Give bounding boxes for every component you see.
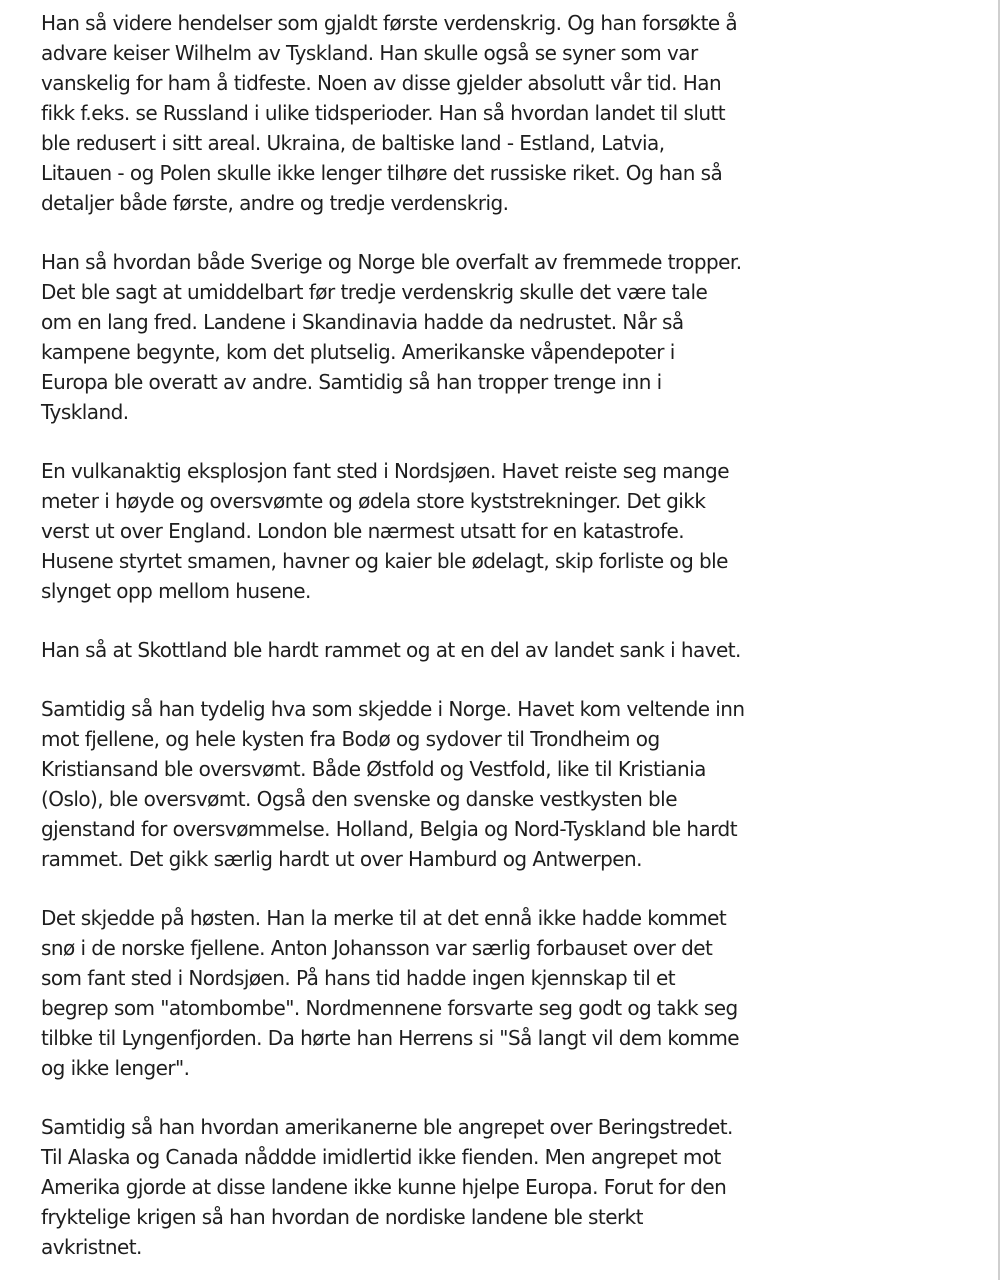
paragraph bbox=[41, 8, 746, 218]
paragraph bbox=[41, 247, 746, 427]
text-line: tilbke til Lyngenfjorden. Da hørte han Herrens si "Så langt vil dem komme bbox=[41, 1026, 740, 1050]
paragraph bbox=[41, 456, 746, 606]
text-line: (Oslo), ble oversvømt. Også den svenske og danske vestkysten ble bbox=[41, 787, 677, 811]
paragraph bbox=[41, 903, 746, 1083]
text-line: mot fjellene, og hele kysten fra Bodø og sydover til Trondheim og bbox=[41, 727, 660, 751]
text-line: Tyskland. bbox=[41, 400, 129, 424]
text-line: som fant sted i Nordsjøen. På hans tid hadde ingen kjennskap til et bbox=[41, 966, 676, 990]
text-line: Samtidig så han tydelig hva som skjedde i Norge. Havet kom veltende inn bbox=[41, 697, 745, 721]
text-line: meter i høyde og oversvømte og ødela store kyststrekninger. Det gikk bbox=[41, 489, 706, 513]
article-body bbox=[41, 8, 746, 1280]
text-line: En vulkanaktig eksplosjon fant sted i Nordsjøen. Havet reiste seg mange bbox=[41, 459, 729, 483]
text-line: Han så hvordan både Sverige og Norge ble overfalt av fremmede tropper. bbox=[41, 250, 742, 274]
text-line: Til Alaska og Canada nåddde imidlertid ikke fienden. Men angrepet mot bbox=[41, 1145, 721, 1169]
text-line: Samtidig så han hvordan amerikanerne ble angrepet over Beringstredet. bbox=[41, 1115, 733, 1139]
text-line: fryktelige krigen så han hvordan de nordiske landene ble sterkt bbox=[41, 1205, 643, 1229]
text-line: vanskelig for ham å tidfeste. Noen av disse gjelder absolutt vår tid. Han bbox=[41, 71, 722, 95]
text-line: slynget opp mellom husene. bbox=[41, 579, 311, 603]
paragraph bbox=[41, 1112, 746, 1262]
paragraph bbox=[41, 635, 746, 665]
text-line: verst ut over England. London ble nærmest utsatt for en katastrofe. bbox=[41, 519, 685, 543]
text-line: Det skjedde på høsten. Han la merke til at det ennå ikke hadde kommet bbox=[41, 906, 727, 930]
text-line: om en lang fred. Landene i Skandinavia hadde da nedrustet. Når så bbox=[41, 310, 684, 334]
text-line: Han så videre hendelser som gjaldt første verdenskrig. Og han forsøkte å bbox=[41, 11, 738, 35]
text-line: Han så at Skottland ble hardt rammet og at en del av landet sank i havet. bbox=[41, 638, 741, 662]
text-line: gjenstand for oversvømmelse. Holland, Belgia og Nord-Tyskland ble hardt bbox=[41, 817, 737, 841]
text-line: fikk f.eks. se Russland i ulike tidsperioder. Han så hvordan landet til slutt bbox=[41, 101, 726, 125]
text-line: Kristiansand ble oversvømt. Både Østfold og Vestfold, like til Kristiania bbox=[41, 757, 706, 781]
text-line: Amerika gjorde at disse landene ikke kunne hjelpe Europa. Forut for den bbox=[41, 1175, 727, 1199]
text-line: detaljer både første, andre og tredje verdenskrig. bbox=[41, 191, 509, 215]
text-line: Husene styrtet smamen, havner og kaier ble ødelagt, skip forliste og ble bbox=[41, 549, 728, 573]
text-line: Det ble sagt at umiddelbart før tredje verdenskrig skulle det være tale bbox=[41, 280, 708, 304]
text-line: ble redusert i sitt areal. Ukraina, de baltiske land - Estland, Latvia, bbox=[41, 131, 665, 155]
text-line: snø i de norske fjellene. Anton Johansson var særlig forbauset over det bbox=[41, 936, 713, 960]
text-line: advare keiser Wilhelm av Tyskland. Han skulle også se syner som var bbox=[41, 41, 698, 65]
text-line: og ikke lenger". bbox=[41, 1056, 190, 1080]
text-line: Europa ble overatt av andre. Samtidig så han tropper trenge inn i bbox=[41, 370, 662, 394]
paragraph bbox=[41, 694, 746, 874]
text-line: begrep som "atombombe". Nordmennene forsvarte seg godt og takk seg bbox=[41, 996, 738, 1020]
text-line: rammet. Det gikk særlig hardt ut over Hamburd og Antwerpen. bbox=[41, 847, 642, 871]
text-line: Litauen - og Polen skulle ikke lenger tilhøre det russiske riket. Og han så bbox=[41, 161, 723, 185]
text-line: kampene begynte, kom det plutselig. Amerikanske våpendepoter i bbox=[41, 340, 675, 364]
text-line: avkristnet. bbox=[41, 1235, 142, 1259]
